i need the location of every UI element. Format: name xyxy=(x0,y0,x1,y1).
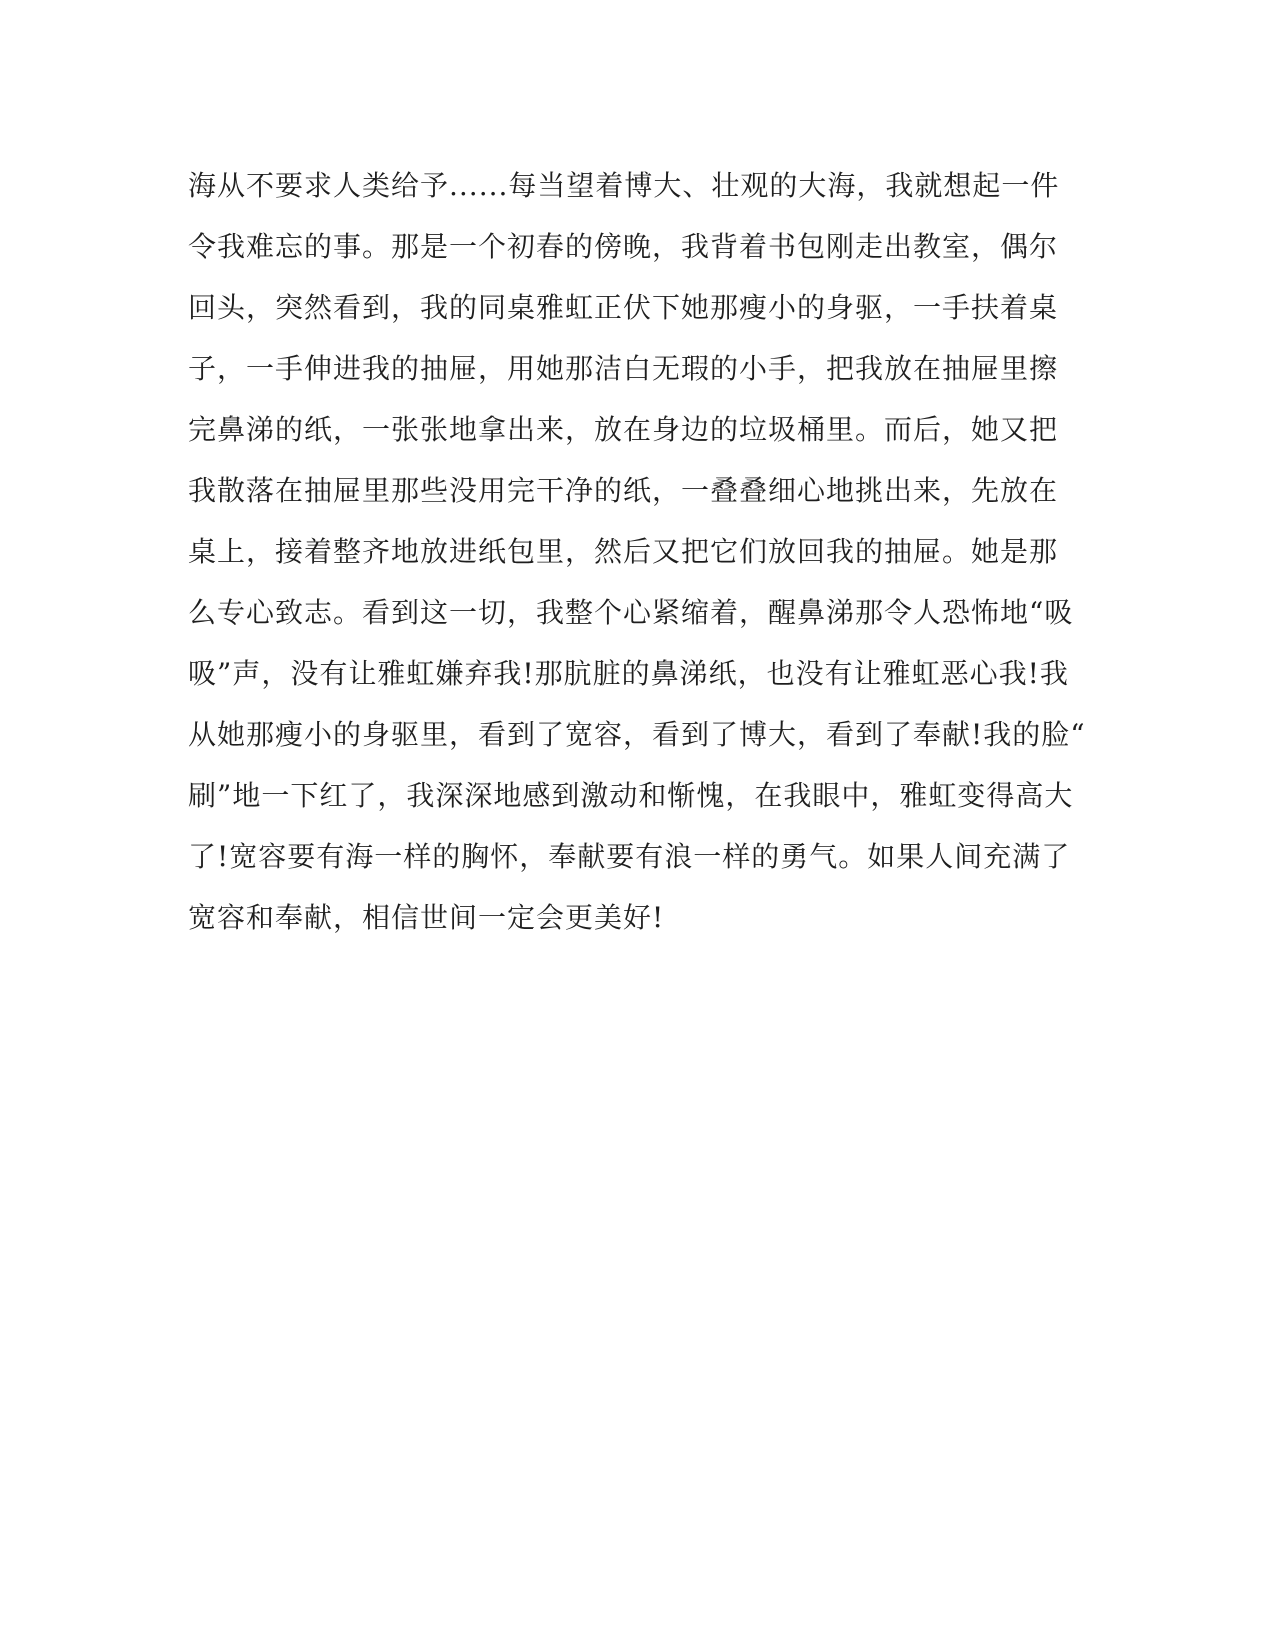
text-line: 令我难忘的事。那是一个初春的傍晚，我背着书包刚走出教室，偶尔 xyxy=(188,230,1059,263)
text-line: 么专心致志。看到这一切，我整个心紧缩着，醒鼻涕那令人恐怖地“吸 xyxy=(188,596,1074,629)
text-line: 完鼻涕的纸，一张张地拿出来，放在身边的垃圾桶里。而后，她又把 xyxy=(188,413,1059,446)
text-line: 回头，突然看到，我的同桌雅虹正伏下她那瘦小的身驱，一手扶着桌 xyxy=(188,291,1059,324)
text-line: 刷”地一下红了，我深深地感到激动和惭愧，在我眼中，雅虹变得高大 xyxy=(188,779,1074,812)
text-line: 我散落在抽屉里那些没用完干净的纸，一叠叠细心地挑出来，先放在 xyxy=(188,474,1059,507)
text-line: 宽容和奉献，相信世间一定会更美好! xyxy=(188,901,665,934)
text-line: 了!宽容要有海一样的胸怀，奉献要有浪一样的勇气。如果人间充满了 xyxy=(188,840,1071,873)
text-line: 从她那瘦小的身驱里，看到了宽容，看到了博大，看到了奉献!我的脸“ xyxy=(188,718,1086,751)
text-line: 海从不要求人类给予......每当望着博大、壮观的大海，我就想起一件 xyxy=(188,169,1060,202)
text-line: 吸”声，没有让雅虹嫌弃我!那肮脏的鼻涕纸，也没有让雅虹恶心我!我 xyxy=(188,657,1069,690)
text-line: 子，一手伸进我的抽屉，用她那洁白无瑕的小手，把我放在抽屉里擦 xyxy=(188,352,1059,385)
text-line: 桌上，接着整齐地放进纸包里，然后又把它们放回我的抽屉。她是那 xyxy=(188,535,1059,568)
body-paragraph xyxy=(188,166,1086,959)
